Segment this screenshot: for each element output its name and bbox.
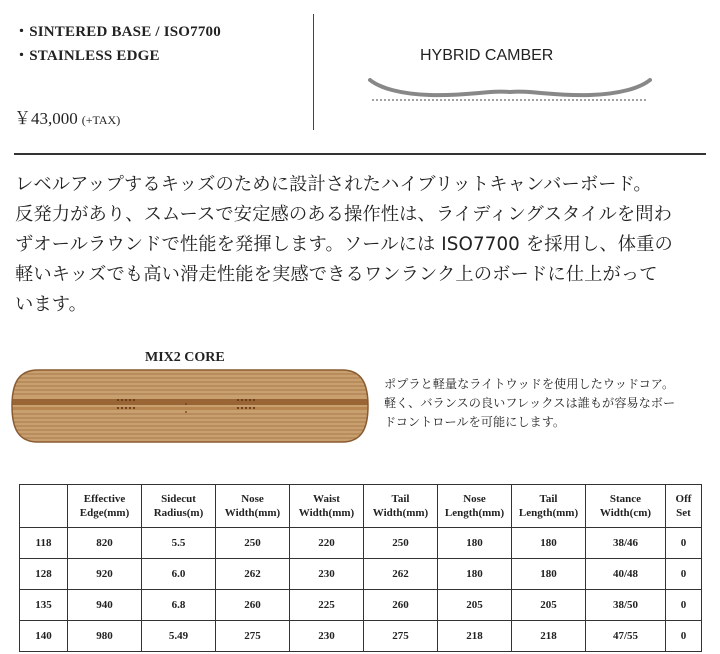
spec-cell: 47/55 xyxy=(586,621,666,652)
feature-item: ・STAINLESS EDGE xyxy=(14,48,160,64)
spec-cell: 38/50 xyxy=(586,590,666,621)
spec-row xyxy=(20,590,702,621)
feature-item: ・SINTERED BASE / ISO7700 xyxy=(14,24,221,40)
spec-cell: 220 xyxy=(290,528,364,559)
spec-cell: 218 xyxy=(512,621,586,652)
spec-cell: 0 xyxy=(666,559,702,590)
size-cell: 118 xyxy=(20,528,68,559)
spec-cell: 940 xyxy=(68,590,142,621)
spec-cell: 225 xyxy=(290,590,364,621)
size-cell: 128 xyxy=(20,559,68,590)
spec-cell: 920 xyxy=(68,559,142,590)
spec-cell: 180 xyxy=(512,559,586,590)
camber-title: HYBRID CAMBER xyxy=(420,47,554,64)
spec-row xyxy=(20,621,702,652)
header-cell: Nose Width(mm) xyxy=(216,485,290,528)
spec-cell: 6.8 xyxy=(142,590,216,621)
spec-cell: 180 xyxy=(512,528,586,559)
description-line: 軽いキッズでも高い滑走性能を実感できるワンランク上のボードに仕上がって xyxy=(15,264,658,285)
spec-cell: 262 xyxy=(364,559,438,590)
core-description xyxy=(384,375,714,432)
description-line: います。 xyxy=(15,294,88,315)
camber-profile-graphic xyxy=(360,68,660,108)
description-line: レベルアップするキッズのために設計されたハイブリットキャンバーボード。 xyxy=(15,174,652,195)
spec-row xyxy=(20,559,702,590)
spec-cell: 0 xyxy=(666,621,702,652)
camber-profile-line xyxy=(370,80,650,95)
price-amount: ￥43,000 xyxy=(14,109,78,128)
spec-cell: 260 xyxy=(216,590,290,621)
header-cell: Tail Width(mm) xyxy=(364,485,438,528)
price xyxy=(14,104,120,129)
spec-table xyxy=(19,484,702,652)
spec-cell: 980 xyxy=(68,621,142,652)
spec-cell: 250 xyxy=(216,528,290,559)
description-line: ずオールラウンドで性能を発揮します。ソールには ISO7700 を採用し、体重の xyxy=(15,234,673,255)
spec-cell: 6.0 xyxy=(142,559,216,590)
spec-header-row xyxy=(20,485,702,528)
spec-cell: 262 xyxy=(216,559,290,590)
spec-cell: 820 xyxy=(68,528,142,559)
header-cell: Sidecut Radius(m) xyxy=(142,485,216,528)
spec-cell: 5.49 xyxy=(142,621,216,652)
spec-row xyxy=(20,528,702,559)
header-cell: Off Set xyxy=(666,485,702,528)
header-cell: Tail Length(mm) xyxy=(512,485,586,528)
core-center-stripe xyxy=(10,399,370,405)
spec-cell: 230 xyxy=(290,559,364,590)
header-cell: Effective Edge(mm) xyxy=(68,485,142,528)
spec-cell: 205 xyxy=(438,590,512,621)
spec-cell: 0 xyxy=(666,590,702,621)
spec-cell: 230 xyxy=(290,621,364,652)
spec-cell: 40/48 xyxy=(586,559,666,590)
header-cell xyxy=(20,485,68,528)
spec-cell: 275 xyxy=(216,621,290,652)
feature-list xyxy=(14,20,304,68)
header-cell: Nose Length(mm) xyxy=(438,485,512,528)
price-tax: (+TAX) xyxy=(81,113,121,127)
size-cell: 140 xyxy=(20,621,68,652)
description xyxy=(15,170,715,320)
spec-cell: 38/46 xyxy=(586,528,666,559)
core-description-line: ドコントロールを可能にします。 xyxy=(384,415,566,429)
spec-cell: 5.5 xyxy=(142,528,216,559)
wood-core-graphic xyxy=(10,366,370,446)
spec-cell: 275 xyxy=(364,621,438,652)
size-cell: 135 xyxy=(20,590,68,621)
core-title: MIX2 CORE xyxy=(145,350,225,365)
spec-cell: 180 xyxy=(438,559,512,590)
spec-cell: 0 xyxy=(666,528,702,559)
header-cell: Waist Width(mm) xyxy=(290,485,364,528)
spec-cell: 250 xyxy=(364,528,438,559)
vertical-divider xyxy=(313,14,314,130)
spec-cell: 218 xyxy=(438,621,512,652)
header-cell: Stance Width(cm) xyxy=(586,485,666,528)
spec-cell: 205 xyxy=(512,590,586,621)
core-description-line: ポプラと軽量なライトウッドを使用したウッドコア。 xyxy=(384,377,675,391)
core-description-line: 軽く、バランスの良いフレックスは誰もが容易なボー xyxy=(384,396,676,410)
description-line: 反発力があり、スムースで安定感のある操作性は、ライディングスタイルを問わ xyxy=(15,204,672,225)
spec-cell: 180 xyxy=(438,528,512,559)
horizontal-divider xyxy=(14,153,706,155)
spec-cell: 260 xyxy=(364,590,438,621)
